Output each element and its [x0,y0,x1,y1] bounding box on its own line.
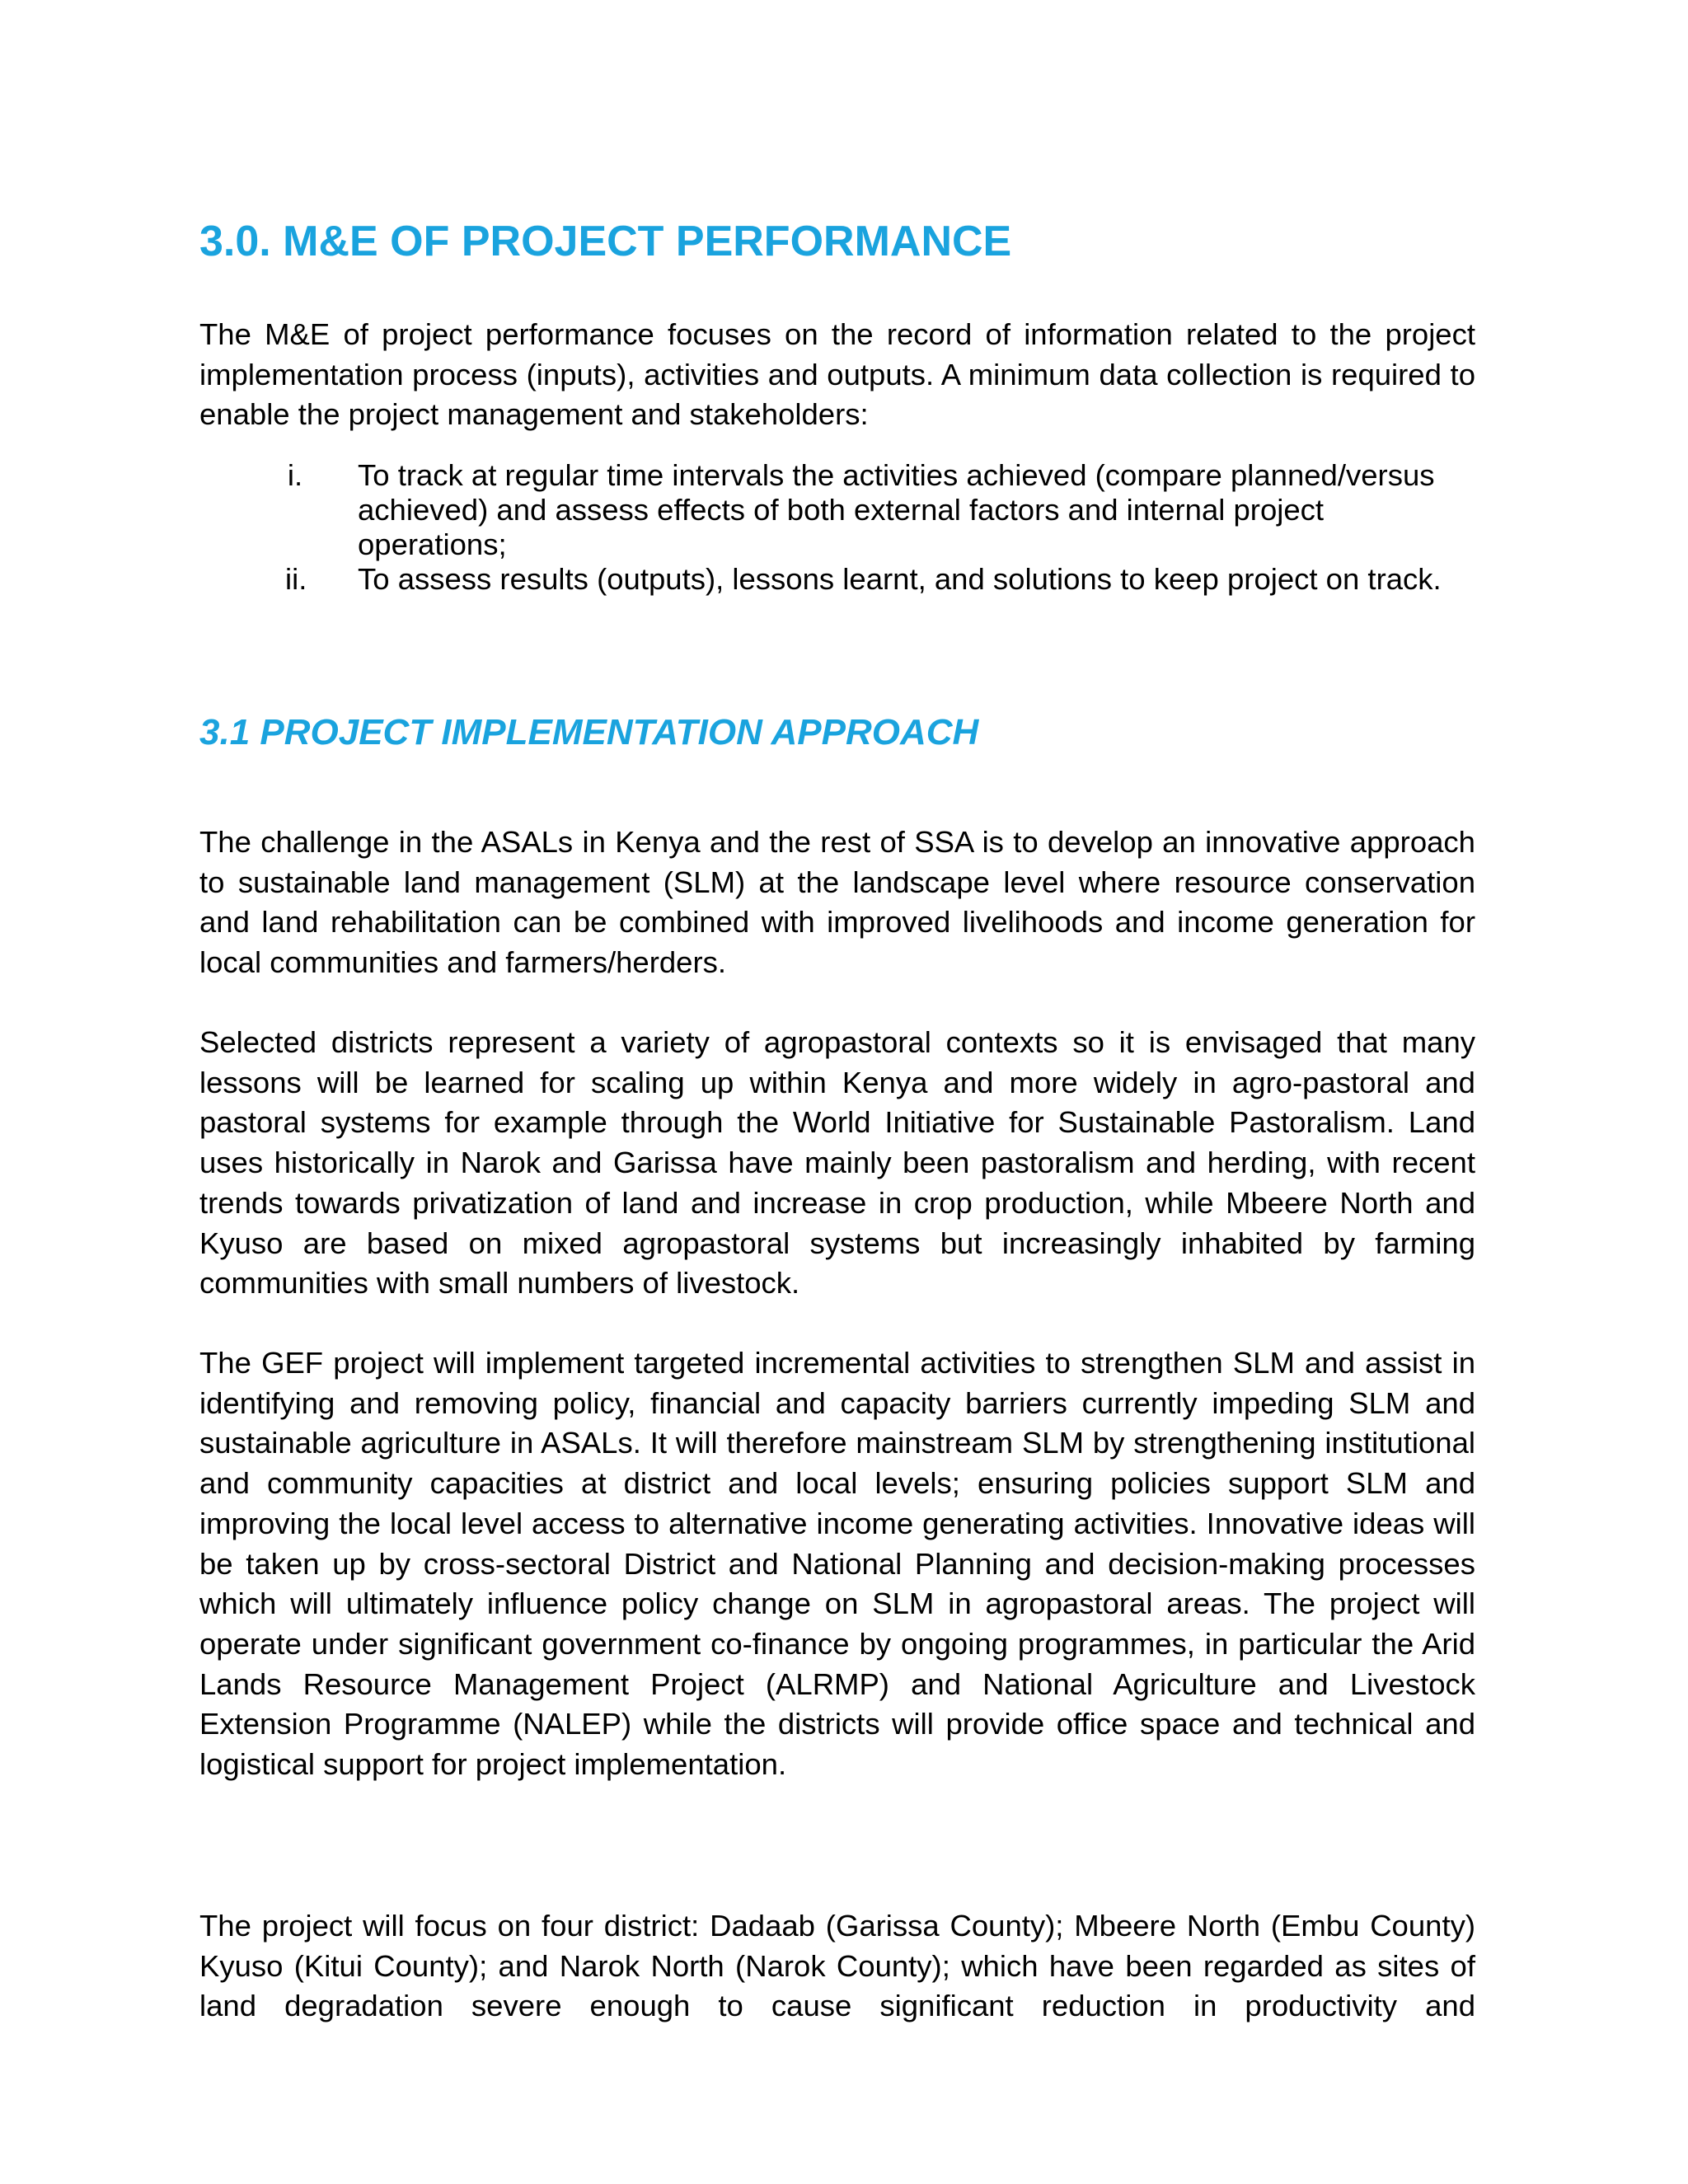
gef-project-paragraph: The GEF project will implement targeted incremental activities to strengthen SLM and assist in identifying and removing policy, financial and capacity barriers currently impeding SLM and sustainable agriculture in ASALs. It will therefore mainstream SLM by strengthening institutional and community capacities at district and local levels; ensuring policies support SLM and improving the local level access to alternative income generating activities. Innovative ideas will be taken up by cross-sectoral District and National Planning and decision-making processes which will ultimately influence policy change on SLM in agropastoral areas. The project will operate under significant government co-finance by ongoing programmes, in particular the Arid Lands Resource Management Project (ALRMP) and National Agriculture and Livestock Extension Programme (NALEP) while the districts will provide office space and technical and logistical support for project implementation. [199,1346,1475,1782]
section-heading: 3.0. M&E OF PROJECT PERFORMANCE [199,218,1012,265]
project-focus-paragraph: The project will focus on four district: Dadaab (Garissa County); Mbeere North (Embu County) Kyuso (Kitui County); and Narok North (Narok County); which have been regarded as sites of land degradation severe enough to cause significant reduction in productivity and [199,1909,1475,2023]
list-item-text: To track at regular time intervals the activities achieved (compare planned/versus achieved) and assess effects of both external factors and internal project operations; [358,458,1435,561]
subsection-heading: 3.1 PROJECT IMPLEMENTATION APPROACH [199,712,979,752]
objectives-list [199,458,1475,597]
intro-paragraph: The M&E of project performance focuses on the record of information related to the project implementation process (inputs), activities and outputs. A minimum data collection is required to enable the project management and stakeholders: [199,317,1475,432]
selected-districts-paragraph: Selected districts represent a variety of agropastoral contexts so it is envisaged that many lessons will be learned for scaling up within Kenya and more widely in agro-pastoral and pastoral systems for example through the World Initiative for Sustainable Pastoralism. Land uses historically in Narok and Garissa have mainly been pastoralism and herding, with recent trends towards privatization of land and increase in crop production, while Mbeere North and Kyuso are based on mixed agropastoral systems but increasingly inhabited by farming communities with small numbers of livestock. [199,1025,1475,1301]
list-item-number: i. [287,458,303,492]
list-item-text: To assess results (outputs), lessons learnt, and solutions to keep project on track. [358,562,1442,596]
list-item [199,458,1475,562]
list-item [199,562,1475,597]
list-item-number: ii. [285,562,307,596]
challenge-paragraph: The challenge in the ASALs in Kenya and the rest of SSA is to develop an innovative approach to sustainable land management (SLM) at the landscape level where resource conservation and land rehabilitation can be combined with improved livelihoods and income generation for local communities and farmers/herders. [199,825,1475,980]
